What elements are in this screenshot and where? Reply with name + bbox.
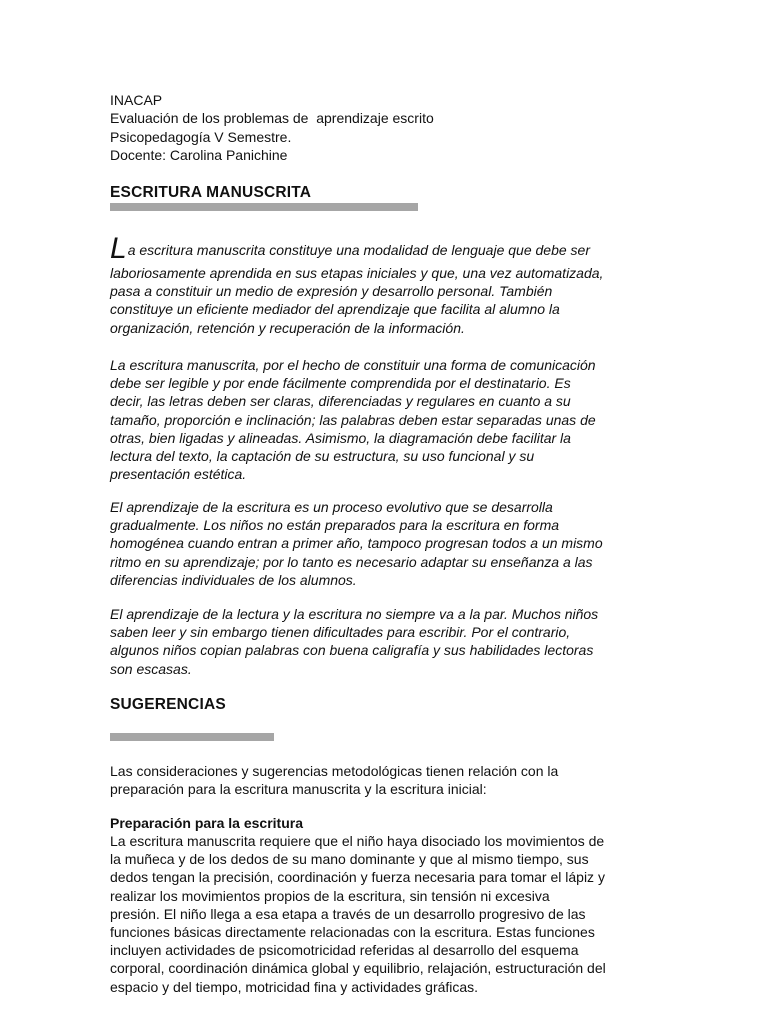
paragraph-line: La escritura manuscrita, por el hecho de constituir una forma de comunicación xyxy=(110,357,596,373)
paragraph-line: homogénea cuando entran a primer año, tampoco progresan todos a un mismo xyxy=(110,535,603,552)
paragraph-3 xyxy=(110,498,670,589)
paragraph-line: realizar los movimientos propios de la escritura, sin tensión ni excesiva xyxy=(110,887,550,904)
paragraph-preparacion xyxy=(110,832,670,996)
paragraph-line: funciones básicas directamente relacionadas con la escritura. Estas funciones xyxy=(110,924,595,941)
paragraph-line: gradualmente. Los niños no están preparados para la escritura en forma xyxy=(110,517,560,534)
paragraph-line: decir, las letras deben ser claras, diferenciadas y regulares en cuanto a su xyxy=(110,393,571,410)
paragraph-line: algunos niños copian palabras con buena caligrafía y sus habilidades lectoras xyxy=(110,642,594,659)
paragraph-line: presión. El niño llega a esa etapa a través de un desarrollo progresivo de las xyxy=(110,905,586,922)
paragraph-4 xyxy=(110,605,670,678)
section-rule-2 xyxy=(110,733,274,741)
header-institution: INACAP xyxy=(110,92,163,108)
paragraph-line: presentación estética. xyxy=(110,466,247,483)
paragraph-line: El aprendizaje de la lectura y la escritura no siempre va a la par. Muchos niños xyxy=(110,606,599,622)
section-title-escritura: ESCRITURA MANUSCRITA xyxy=(110,184,312,201)
paragraph-line: pasa a constituir un medio de expresión y desarrollo personal. También xyxy=(110,283,553,300)
section-title-sugerencias: SUGERENCIAS xyxy=(110,696,226,713)
paragraph-line: Las consideraciones y sugerencias metodológicas tienen relación con la xyxy=(110,763,559,779)
paragraph-line: la muñeca y de los dedos de su mano dominante y que al mismo tiempo, sus xyxy=(110,851,589,868)
paragraph-line: preparación para la escritura manuscrita y la escritura inicial: xyxy=(110,781,487,798)
drop-cap: L xyxy=(110,232,127,265)
paragraph-line: organización, retención y recuperación de la información. xyxy=(110,319,465,336)
paragraph-line: ritmo en su aprendizaje; por lo tanto es necesario adaptar su enseñanza a las xyxy=(110,553,593,570)
paragraph-line: son escasas. xyxy=(110,660,192,677)
header-semester: Psicopedagogía V Semestre. xyxy=(110,128,292,145)
paragraph-1 xyxy=(110,234,670,337)
paragraph-line: lectura del texto, la captación de su estructura, su uso funcional y su xyxy=(110,448,535,465)
paragraph-line: corporal, coordinación dinámica global y equilibrio, relajación, estructuración del xyxy=(110,960,606,977)
paragraph-line: espacio y del tiempo, motricidad fina y actividades gráficas. xyxy=(110,978,479,995)
paragraph-line: diferencias individuales de los alumnos. xyxy=(110,571,357,588)
header-course: Evaluación de los problemas de aprendizaje escrito xyxy=(110,110,434,127)
paragraph-line: otras, bien ligadas y alineadas. Asimismo, la diagramación debe facilitar la xyxy=(110,429,571,446)
section-rule-1 xyxy=(110,203,418,211)
subheading-preparacion: Preparación para la escritura xyxy=(110,815,303,831)
paragraph-line: El aprendizaje de la escritura es un proceso evolutivo que se desarrolla xyxy=(110,499,553,515)
paragraph-line: debe ser legible y por ende fácilmente comprendida por el destinatario. Es xyxy=(110,375,571,392)
paragraph-line: incluyen actividades de psicomotricidad referidas al desarrollo del esquema xyxy=(110,942,579,959)
paragraph-line: tamaño, proporción e inclinación; las palabras deben estar separadas unas de xyxy=(110,411,596,428)
document-header xyxy=(110,91,434,164)
paragraph-line: a escritura manuscrita constituye una modalidad de lenguaje que debe ser xyxy=(127,242,590,258)
paragraph-line: laboriosamente aprendida en sus etapas iniciales y que, una vez automatizada, xyxy=(110,265,604,281)
paragraph-line: saben leer y sin embargo tienen dificultades para escribir. Por el contrario, xyxy=(110,624,571,641)
header-teacher: Docente: Carolina Panichine xyxy=(110,146,288,163)
paragraph-line: dedos tengan la precisión, coordinación y fuerza necesaria para tomar el lápiz y xyxy=(110,869,605,886)
paragraph-line: La escritura manuscrita requiere que el niño haya disociado los movimientos de xyxy=(110,833,605,849)
paragraph-intro xyxy=(110,762,670,798)
paragraph-line: constituye un eficiente mediador del aprendizaje que facilita al alumno la xyxy=(110,301,560,318)
paragraph-2 xyxy=(110,356,670,483)
